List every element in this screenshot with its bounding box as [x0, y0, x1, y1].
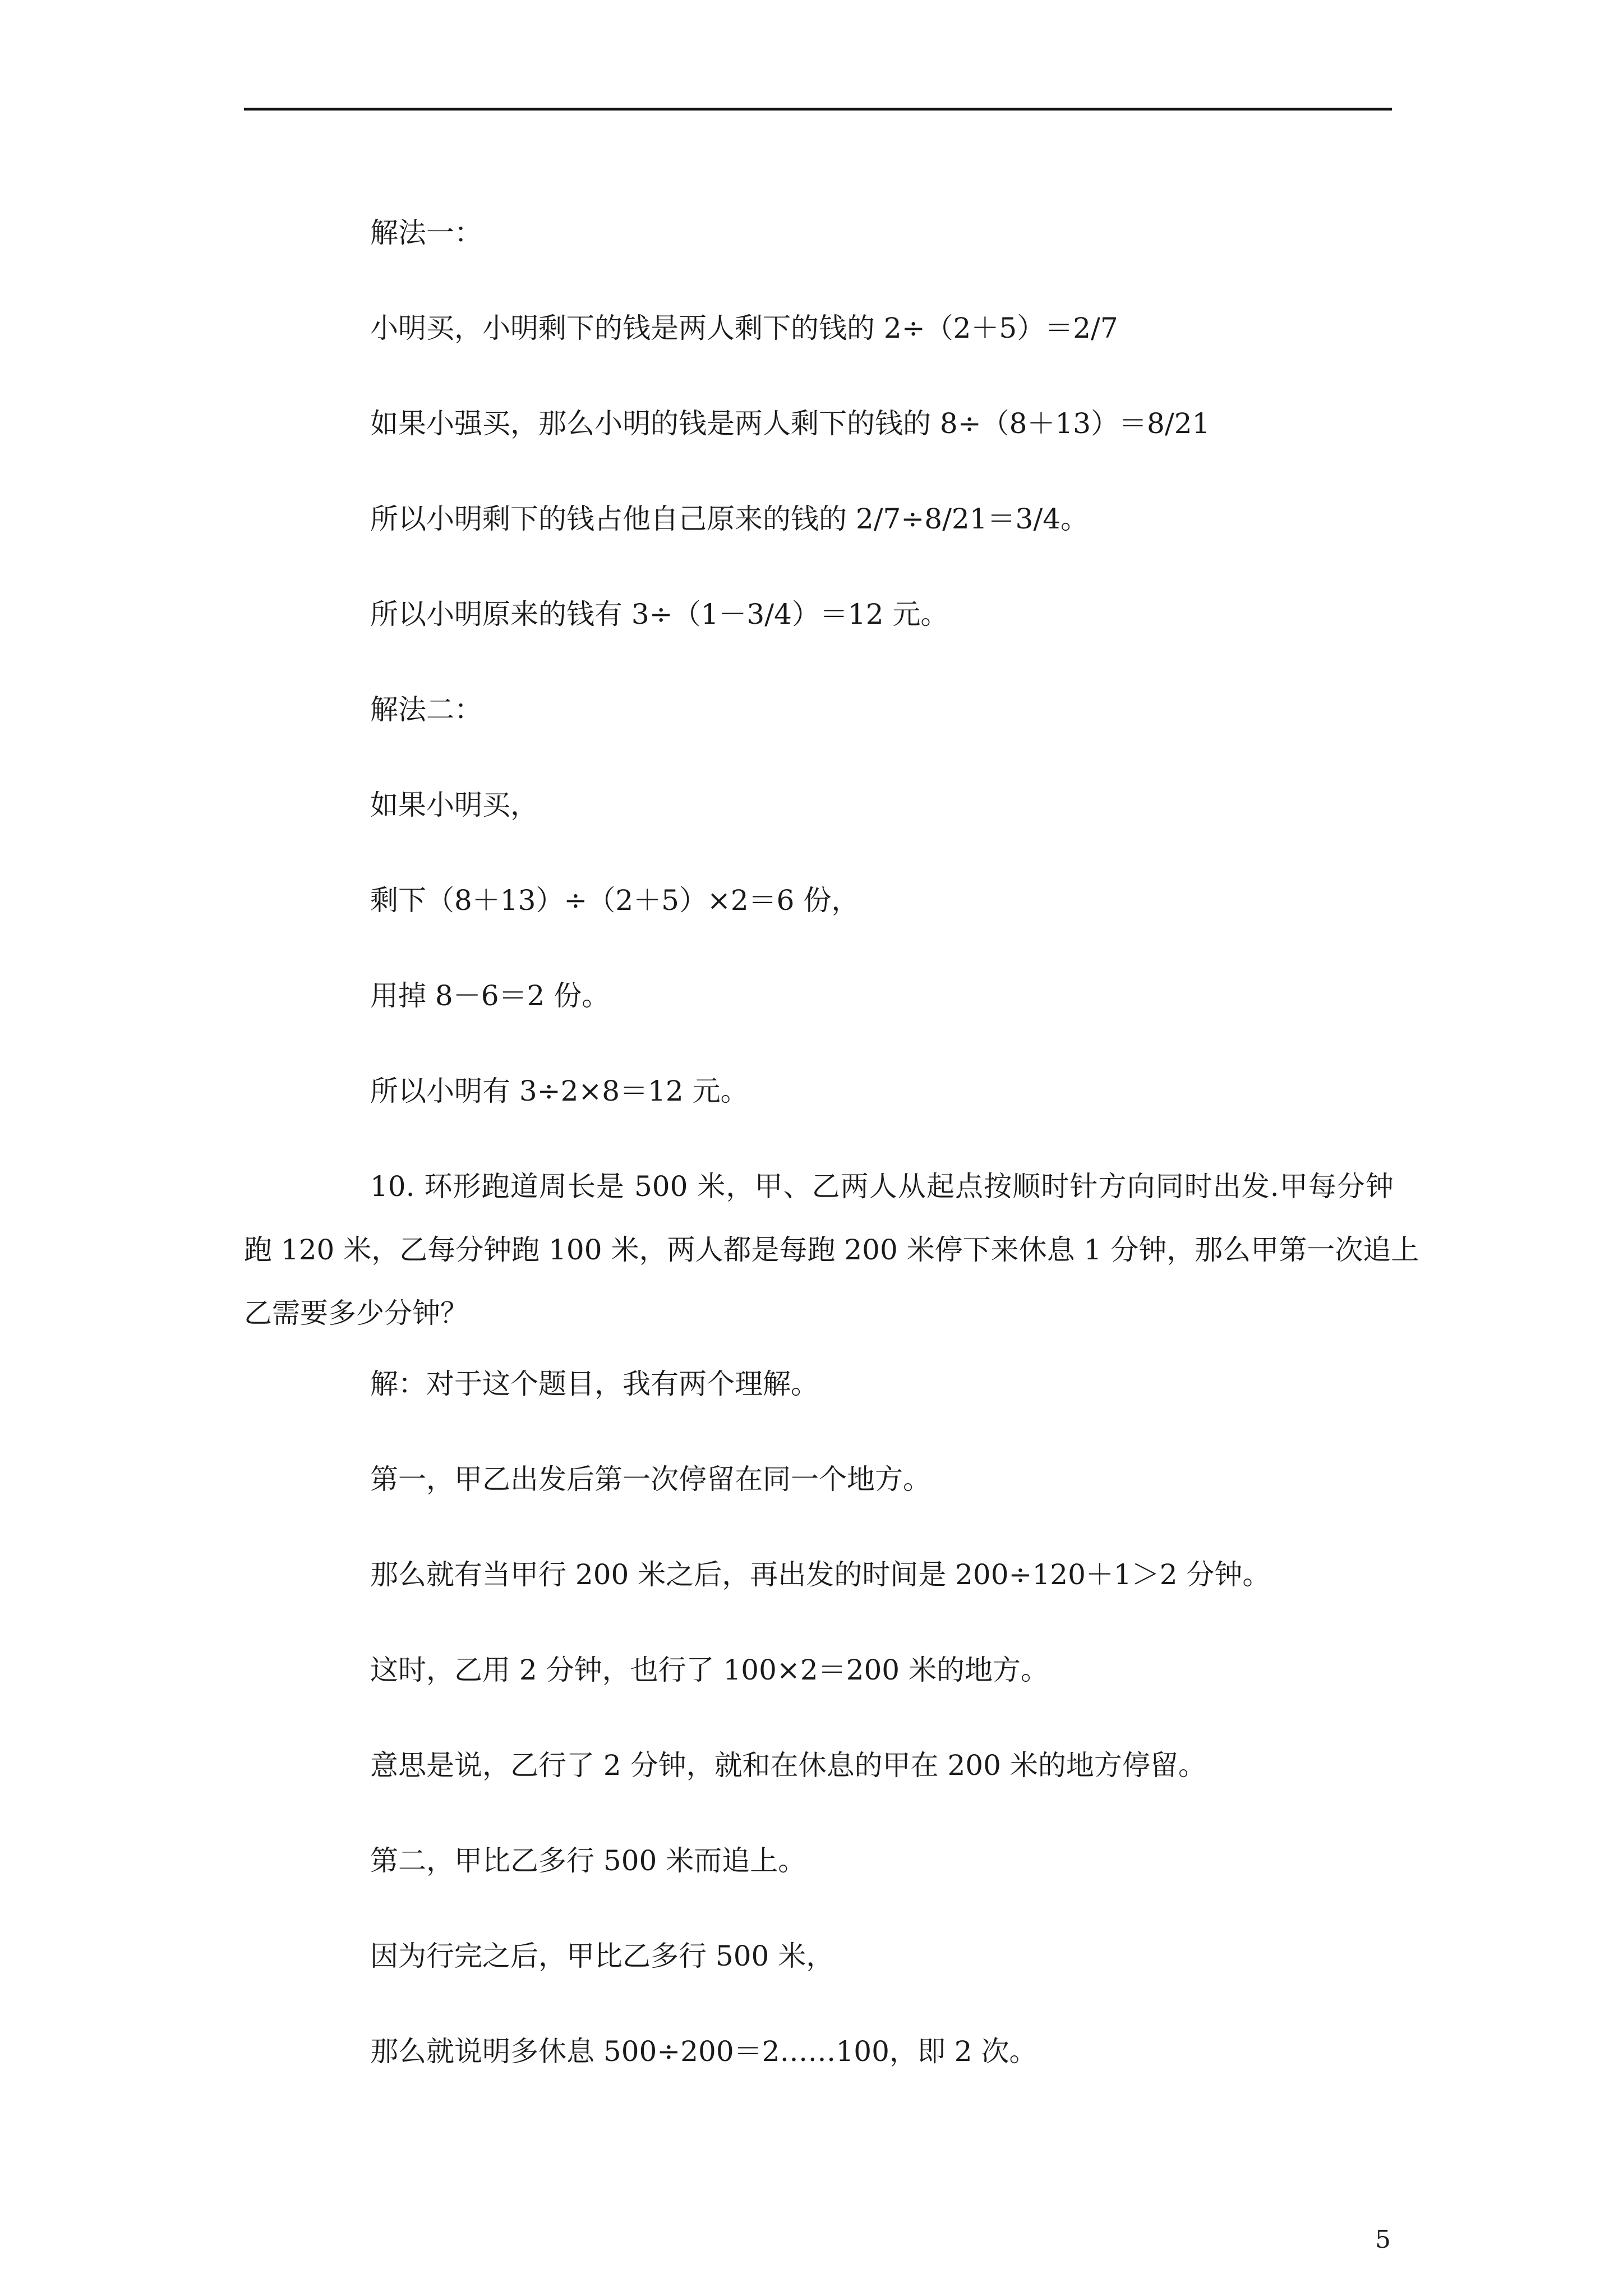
answer-10-line-2: 第一，甲乙出发后第一次停留在同一个地方。 [370, 1463, 931, 1496]
answer-10-line-7: 因为行完之后，甲比乙多行 500 米， [370, 1940, 834, 1972]
page-number: 5 [1375, 2225, 1391, 2254]
answer-10-line-5: 意思是说，乙行了 2 分钟，就和在休息的甲在 200 米的地方停留。 [370, 1749, 1206, 1782]
solution-2-line-1: 如果小明买， [370, 789, 538, 821]
question-10-line-3: 乙需要多少分钟？ [244, 1297, 468, 1329]
solution-2-line-4: 所以小明有 3÷2×8＝12 元。 [370, 1075, 749, 1107]
answer-10-line-8: 那么就说明多休息 500÷200＝2……100，即 2 次。 [370, 2035, 1038, 2068]
solution-1-line-4: 所以小明原来的钱有 3÷（1－3/4）＝12 元。 [370, 598, 949, 631]
question-10-line-2: 跑 120 米，乙每分钟跑 100 米，两人都是每跑 200 米停下来休息 1 分钟，那么甲第一次追上 [244, 1234, 1419, 1266]
solution-1-line-2: 如果小强买，那么小明的钱是两人剩下的钱的 8÷（8＋13）＝8/21 [370, 407, 1210, 440]
answer-10-line-6: 第二，甲比乙多行 500 米而追上。 [370, 1844, 806, 1877]
solution-2-line-3: 用掉 8－6＝2 份。 [370, 979, 610, 1012]
solution-1-line-1: 小明买，小明剩下的钱是两人剩下的钱的 2÷（2＋5）＝2/7 [370, 312, 1118, 344]
header-rule [244, 108, 1392, 111]
question-10-line-1: 10. 环形跑道周长是 500 米，甲、乙两人从起点按顺时针方向同时出发.甲每分钟 [370, 1170, 1394, 1203]
answer-10-line-1: 解：对于这个题目，我有两个理解。 [370, 1368, 819, 1400]
solution-2-line-2: 剩下（8＋13）÷（2＋5）×2＝6 份， [370, 884, 860, 917]
solution-1-heading: 解法一： [370, 217, 482, 249]
answer-10-line-3: 那么就有当甲行 200 米之后，再出发的时间是 200÷120＋1＞2 分钟。 [370, 1558, 1271, 1591]
question-10 [244, 1170, 1419, 1360]
solution-2-heading: 解法二： [370, 693, 482, 726]
solution-1-line-3: 所以小明剩下的钱占他自己原来的钱的 2/7÷8/21＝3/4。 [370, 503, 1089, 535]
answer-10-line-4: 这时，乙用 2 分钟，也行了 100×2＝200 米的地方。 [370, 1654, 1049, 1686]
